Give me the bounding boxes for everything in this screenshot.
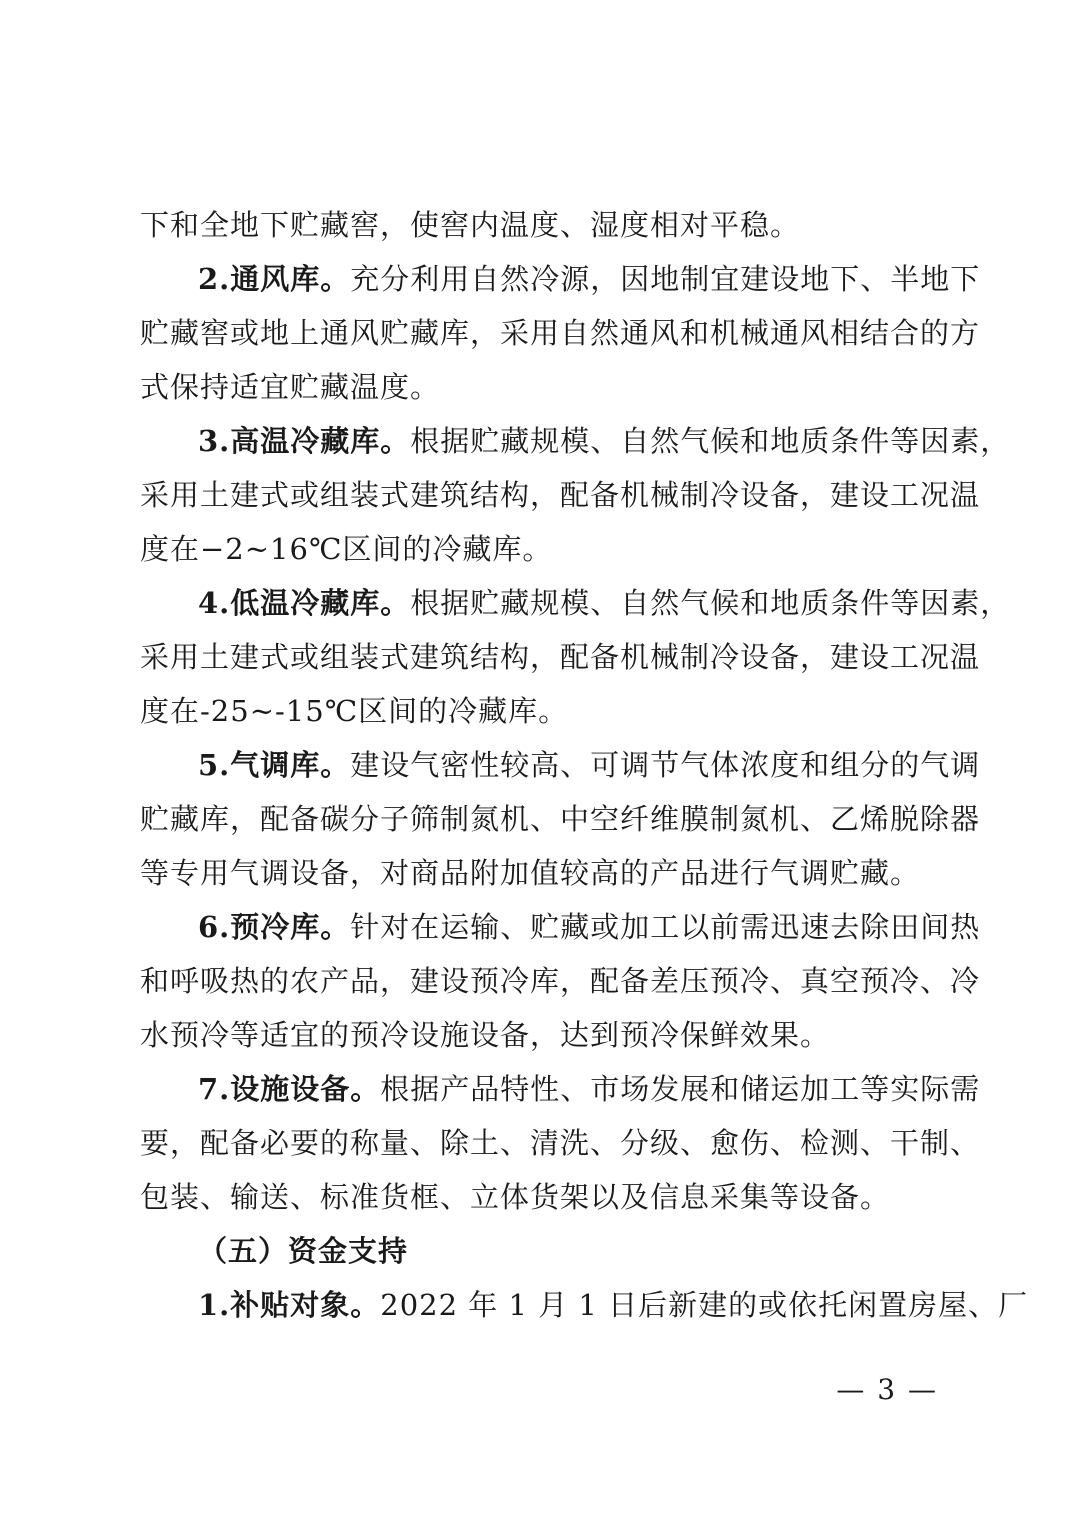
paragraph-line: 包装、输送、标准货框、立体货架以及信息采集等设备。 — [140, 1180, 891, 1214]
item-heading: 1.补贴对象。 — [198, 1288, 381, 1322]
paragraph-line: 要，配备必要的称量、除土、清洗、分级、愈伤、检测、干制、 — [140, 1126, 981, 1160]
paragraph-line: 度在−2~16℃区间的冷藏库。 — [140, 532, 553, 566]
paragraph-subsidy-target — [140, 1278, 1029, 1332]
paragraph-line: 下和全地下贮藏窖，使窖内温度、湿度相对平稳。 — [140, 208, 801, 242]
paragraph-line — [140, 576, 1011, 630]
paragraph-line — [140, 1062, 981, 1116]
item-text: 根据产品特性、市场发展和储运加工等实际需 — [380, 1072, 981, 1106]
paragraph-line: 采用土建式或组装式建筑结构，配备机械制冷设备，建设工况温 — [140, 478, 981, 512]
paragraph-high-temp-cold-storage — [140, 414, 1011, 576]
paragraph-line: 水预冷等适宜的预冷设施设备，达到预冷保鲜效果。 — [140, 1018, 831, 1052]
paragraph-line: 贮藏库，配备碳分子筛制氮机、中空纤维膜制氮机、乙烯脱除器 — [140, 802, 981, 836]
paragraph-low-temp-cold-storage — [140, 576, 1011, 738]
document-body — [140, 198, 1029, 1332]
section-heading: （五）资金支持 — [198, 1234, 409, 1268]
paragraph-precooling-storage — [140, 900, 981, 1062]
paragraph-line — [140, 414, 1011, 468]
item-heading: 3.高温冷藏库。 — [198, 424, 411, 458]
item-text: 2022 年 1 月 1 日后新建的或依托闲置房屋、厂 — [380, 1288, 1029, 1322]
paragraph-line — [140, 252, 981, 306]
item-text: 充分利用自然冷源，因地制宜建设地下、半地下 — [350, 262, 981, 296]
item-text: 针对在运输、贮藏或加工以前需迅速去除田间热 — [350, 910, 981, 944]
item-heading: 2.通风库。 — [198, 262, 351, 296]
item-heading: 7.设施设备。 — [198, 1072, 381, 1106]
paragraph-line: 和呼吸热的农产品，建设预冷库，配备差压预冷、真空预冷、冷 — [140, 964, 981, 998]
paragraph-line — [140, 1278, 1029, 1332]
item-text: 根据贮藏规模、自然气候和地质条件等因素， — [410, 424, 1011, 458]
paragraph-line — [140, 738, 981, 792]
paragraph-line: 式保持适宜贮藏温度。 — [140, 370, 441, 404]
item-text: 建设气密性较高、可调节气体浓度和组分的气调 — [350, 748, 981, 782]
item-text: 根据贮藏规模、自然气候和地质条件等因素， — [410, 586, 1011, 620]
paragraph-line — [140, 900, 981, 954]
paragraph-ventilation-storage — [140, 252, 981, 414]
item-heading: 5.气调库。 — [198, 748, 351, 782]
paragraph-line: 度在-25~-15℃区间的冷藏库。 — [140, 694, 569, 728]
paragraph-line: 贮藏窖或地上通风贮藏库，采用自然通风和机械通风相结合的方 — [140, 316, 981, 350]
item-heading: 6.预冷库。 — [198, 910, 351, 944]
paragraph-facility-equipment — [140, 1062, 981, 1224]
paragraph-controlled-atmosphere-storage — [140, 738, 981, 900]
paragraph-line: 等专用气调设备，对商品附加值较高的产品进行气调贮藏。 — [140, 856, 921, 890]
paragraph-line: 采用土建式或组装式建筑结构，配备机械制冷设备，建设工况温 — [140, 640, 981, 674]
item-heading: 4.低温冷藏库。 — [198, 586, 411, 620]
page-number: — 3 — — [836, 1373, 938, 1406]
